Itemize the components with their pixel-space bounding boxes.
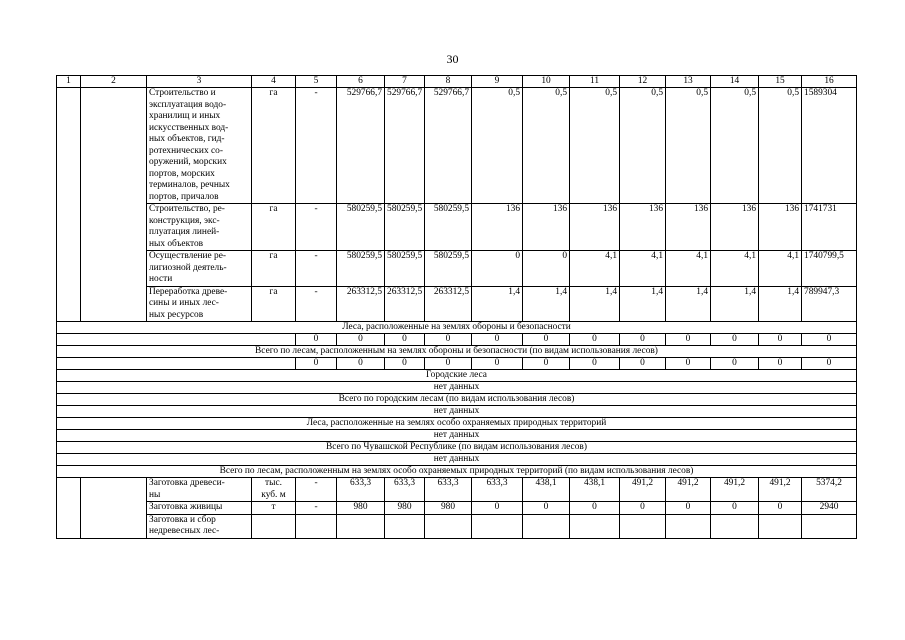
value-cell: 0 (472, 358, 523, 370)
header-cell: 4 (252, 76, 296, 88)
header-cell: 3 (147, 76, 252, 88)
section-row (57, 346, 857, 358)
value-cell: 1,4 (666, 286, 711, 322)
value-cell: 491,2 (759, 478, 802, 502)
value-cell: 0 (337, 358, 385, 370)
cell-line: Строительство, ре- (149, 204, 225, 214)
value-cell: 491,2 (620, 478, 666, 502)
value-cell: 491,2 (711, 478, 759, 502)
value-cell: 263312,5 (385, 286, 425, 322)
activity-name (147, 204, 252, 251)
value-cell: 136 (523, 204, 570, 251)
section-title: Всего по городским лесам (по видам использования лесов) (57, 394, 857, 406)
value-cell: 0 (666, 358, 711, 370)
section-row (57, 322, 857, 334)
section-title: Городские леса (57, 370, 857, 382)
value-cell: - (296, 478, 337, 502)
activity-row (57, 204, 857, 251)
nodata-row (57, 430, 857, 442)
section-title: Леса, расположенные на землях обороны и безопасности (57, 322, 857, 334)
value-cell: 1,4 (620, 286, 666, 322)
cell-line: портов, причалов (149, 191, 219, 202)
value-cell: 580259,5 (425, 251, 472, 287)
value-cell: 633,3 (385, 478, 425, 502)
value-cell: 0,5 (711, 88, 759, 204)
value-cell: 0 (385, 358, 425, 370)
blank-cell (57, 478, 81, 539)
value-cell: 5374,2 (802, 478, 857, 502)
value-cell: 2940 (802, 502, 857, 515)
value-cell: 633,3 (425, 478, 472, 502)
cell-line: ных объектов, гид- (149, 134, 225, 144)
blank-cell (57, 88, 81, 322)
value-cell: 0 (472, 251, 523, 287)
value-cell: 633,3 (337, 478, 385, 502)
unit-cell (252, 478, 296, 502)
value-cell: 0 (570, 358, 620, 370)
value-cell: 0 (711, 334, 759, 346)
section-title: нет данных (57, 430, 857, 442)
section-row (57, 466, 857, 478)
value-cell: 0,5 (620, 88, 666, 204)
cell-line: терминалов, речных (149, 180, 230, 190)
header-cell: 1 (57, 76, 81, 88)
cell-line: эксплуатация водо- (149, 99, 227, 110)
value-cell: 0 (425, 358, 472, 370)
value-cell: 1,4 (570, 286, 620, 322)
activity-row (57, 514, 857, 538)
value-cell: 0 (472, 502, 523, 515)
header-cell: 6 (337, 76, 385, 88)
value-cell: 1,4 (759, 286, 802, 322)
cell-line: Заготовка древеси- (149, 478, 225, 488)
value-cell: 1,4 (523, 286, 570, 322)
value-cell (385, 514, 425, 538)
unit-cell: га (252, 251, 296, 287)
value-cell: 1,4 (472, 286, 523, 322)
value-cell: 136 (570, 204, 620, 251)
blank-cell (57, 334, 296, 346)
section-row (57, 442, 857, 454)
value-cell: 0 (759, 334, 802, 346)
activity-name (147, 502, 252, 515)
section-title: Всего по лесам, расположенным на землях обороны и безопасности (по видам использования лесов) (57, 346, 857, 358)
cell-line: ности (149, 274, 173, 284)
unit-cell: га (252, 204, 296, 251)
value-cell: - (296, 204, 337, 251)
section-row (57, 370, 857, 382)
value-cell: 0 (385, 334, 425, 346)
activity-row (57, 286, 857, 322)
zero-row (57, 358, 857, 370)
cell-line: Заготовка живицы (149, 502, 223, 512)
activity-row (57, 251, 857, 287)
header-row (57, 76, 857, 88)
activity-name (147, 514, 252, 538)
value-cell: - (296, 286, 337, 322)
cell-line: лигиозной деятель- (149, 262, 227, 273)
value-cell (296, 514, 337, 538)
cell-line: Заготовка и сбор (149, 514, 216, 525)
blank-cell (81, 88, 147, 322)
zero-row (57, 334, 857, 346)
value-cell: 0 (296, 334, 337, 346)
cell-line: портов, морских (149, 168, 215, 179)
value-cell: 136 (666, 204, 711, 251)
value-cell: 438,1 (523, 478, 570, 502)
value-cell: 580259,5 (425, 204, 472, 251)
value-cell: 0 (570, 502, 620, 515)
value-cell: 0 (296, 358, 337, 370)
cell-line: т (271, 502, 276, 512)
value-cell (472, 514, 523, 538)
header-cell: 13 (666, 76, 711, 88)
value-cell: 0 (523, 358, 570, 370)
unit-cell: га (252, 286, 296, 322)
value-cell: 980 (385, 502, 425, 515)
activity-row (57, 88, 857, 204)
value-cell: 0 (666, 334, 711, 346)
value-cell: 0 (570, 334, 620, 346)
value-cell: 4,1 (570, 251, 620, 287)
cell-line: оружений, морских (149, 157, 227, 167)
cell-line: конструкция, экс- (149, 215, 220, 226)
header-cell: 2 (81, 76, 147, 88)
value-cell: 529766,7 (337, 88, 385, 204)
value-cell: 1740799,5 (802, 251, 857, 287)
header-cell: 8 (425, 76, 472, 88)
value-cell: 0 (759, 358, 802, 370)
activity-name (147, 251, 252, 287)
value-cell: 438,1 (570, 478, 620, 502)
blank-cell (81, 478, 147, 539)
value-cell: 263312,5 (337, 286, 385, 322)
value-cell (523, 514, 570, 538)
blank-cell (57, 358, 296, 370)
value-cell: 0,5 (666, 88, 711, 204)
activity-row (57, 478, 857, 502)
cell-line: ных ресурсов (149, 309, 204, 320)
value-cell: 0 (620, 358, 666, 370)
header-cell: 16 (802, 76, 857, 88)
cell-line: ротехнических со- (149, 145, 223, 156)
value-cell (620, 514, 666, 538)
value-cell (425, 514, 472, 538)
cell-line: сины и иных лес- (149, 298, 219, 308)
value-cell (759, 514, 802, 538)
header-cell: 11 (570, 76, 620, 88)
header-cell: 7 (385, 76, 425, 88)
value-cell: 0 (711, 358, 759, 370)
forest-use-table (56, 75, 857, 539)
value-cell: 580259,5 (337, 204, 385, 251)
value-cell: 980 (337, 502, 385, 515)
value-cell: 136 (620, 204, 666, 251)
section-title: нет данных (57, 406, 857, 418)
value-cell: 4,1 (620, 251, 666, 287)
section-row (57, 418, 857, 430)
value-cell: 4,1 (711, 251, 759, 287)
value-cell: 0 (802, 334, 857, 346)
value-cell: 0 (337, 334, 385, 346)
value-cell: 580259,5 (337, 251, 385, 287)
cell-line: ных объектов (149, 238, 204, 249)
value-cell: 980 (425, 502, 472, 515)
activity-name (147, 478, 252, 502)
value-cell: 0 (523, 502, 570, 515)
section-title: нет данных (57, 382, 857, 394)
value-cell: 491,2 (666, 478, 711, 502)
value-cell: 580259,5 (385, 204, 425, 251)
unit-cell: га (252, 88, 296, 204)
nodata-row (57, 454, 857, 466)
value-cell: 0,5 (570, 88, 620, 204)
cell-line: недревесных лес- (149, 526, 220, 536)
value-cell (711, 514, 759, 538)
value-cell: 1,4 (711, 286, 759, 322)
cell-line: куб. м (261, 489, 286, 500)
value-cell: 633,3 (472, 478, 523, 502)
cell-line: плуатация линей- (149, 227, 220, 237)
value-cell: 0 (523, 334, 570, 346)
value-cell: 529766,7 (425, 88, 472, 204)
value-cell: 1741731 (802, 204, 857, 251)
value-cell (337, 514, 385, 538)
header-cell: 5 (296, 76, 337, 88)
unit-cell (252, 502, 296, 515)
header-cell: 10 (523, 76, 570, 88)
header-cell: 9 (472, 76, 523, 88)
nodata-row (57, 382, 857, 394)
section-title: Всего по лесам, расположенным на землях особо охраняемых природных территорий (по видам использования лесов) (57, 466, 857, 478)
activity-row (57, 502, 857, 515)
cell-line: Строительство и (149, 88, 216, 98)
activity-name (147, 286, 252, 322)
value-cell: - (296, 502, 337, 515)
value-cell: 0 (620, 502, 666, 515)
activity-name (147, 88, 252, 204)
value-cell: 0 (759, 502, 802, 515)
value-cell: - (296, 251, 337, 287)
cell-line: искусственных вод- (149, 122, 229, 133)
value-cell: 136 (472, 204, 523, 251)
value-cell: 4,1 (759, 251, 802, 287)
section-title: Всего по Чувашской Республике (по видам использования лесов) (57, 442, 857, 454)
header-cell: 14 (711, 76, 759, 88)
value-cell: 0,5 (759, 88, 802, 204)
value-cell: 4,1 (666, 251, 711, 287)
value-cell: 0 (425, 334, 472, 346)
page-number: 30 (446, 52, 459, 66)
value-cell: 1589304 (802, 88, 857, 204)
value-cell: 529766,7 (385, 88, 425, 204)
cell-line: ны (149, 489, 161, 500)
value-cell: 263312,5 (425, 286, 472, 322)
value-cell: 0 (523, 251, 570, 287)
value-cell: 136 (711, 204, 759, 251)
value-cell: 0,5 (472, 88, 523, 204)
nodata-row (57, 406, 857, 418)
cell-line: Осуществление ре- (149, 251, 227, 261)
value-cell: 136 (759, 204, 802, 251)
header-cell: 15 (759, 76, 802, 88)
cell-line: Переработка древе- (149, 286, 228, 297)
section-row (57, 394, 857, 406)
value-cell: 0 (802, 358, 857, 370)
value-cell: 0 (472, 334, 523, 346)
value-cell: 0 (711, 502, 759, 515)
value-cell (666, 514, 711, 538)
value-cell: 0 (666, 502, 711, 515)
header-cell: 12 (620, 76, 666, 88)
value-cell: 580259,5 (385, 251, 425, 287)
cell-line: тыс. (265, 478, 282, 488)
value-cell: 789947,3 (802, 286, 857, 322)
cell-line: хранилищ и иных (149, 111, 221, 121)
value-cell: 0 (620, 334, 666, 346)
value-cell: 0,5 (523, 88, 570, 204)
section-title: нет данных (57, 454, 857, 466)
value-cell (570, 514, 620, 538)
section-title: Леса, расположенные на землях особо охраняемых природных территорий (57, 418, 857, 430)
value-cell (802, 514, 857, 538)
unit-cell (252, 514, 296, 538)
value-cell: - (296, 88, 337, 204)
